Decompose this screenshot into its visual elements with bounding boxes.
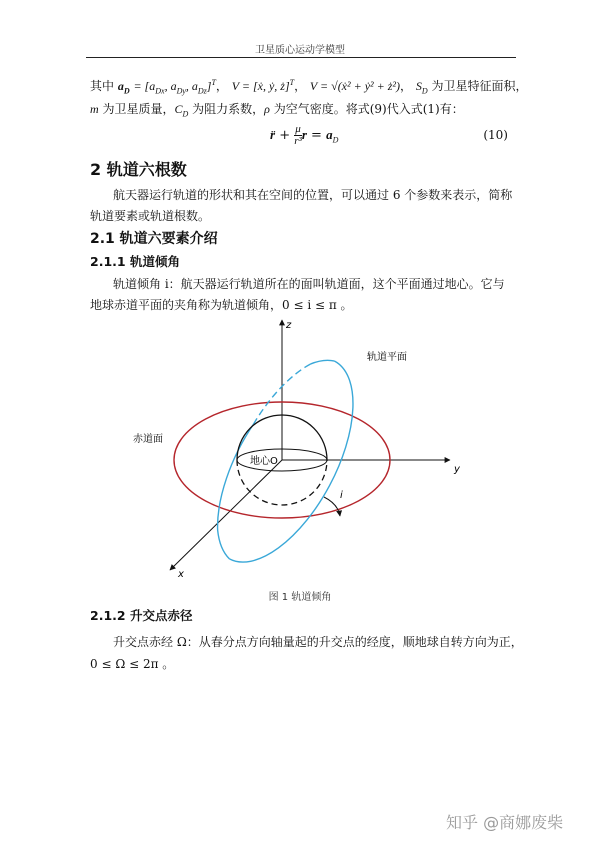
label-equator: 赤道面: [133, 434, 163, 445]
text-prefix: 其中: [90, 79, 115, 93]
label-x: x: [178, 569, 184, 580]
equation-10: r̈ + $\frac{\mu}{\text{r³}}$ $r = a_D$: [270, 123, 339, 147]
math-V-mag: V = √(ẋ² + ẏ² + ż²): [309, 79, 400, 93]
section-2-1-heading: 2.1 轨道六要素介绍: [90, 231, 218, 247]
math-SD: $S_D$: [415, 79, 428, 96]
label-i: i: [340, 490, 343, 501]
watermark: 知乎 @商娜废柴: [446, 813, 564, 832]
math-CD: $C_D$: [174, 102, 189, 119]
section-2-heading: 2 轨道六根数: [90, 160, 187, 179]
section-2-1-2-heading: 2.1.2 升交点赤径: [90, 608, 193, 623]
section-2-1-2-line-1: 升交点赤经 Ω：从春分点方向轴量起的升交点的经度，顺地球自转方向为正，: [113, 635, 523, 649]
figure-orbit-inclination: [0, 312, 600, 582]
label-orbit-plane: 轨道平面: [367, 352, 407, 363]
label-earth-center: 地心O: [250, 456, 278, 467]
label-y: y: [454, 464, 460, 475]
math-aD-def: = [$a_{Dx}$, $a_{Dy}$, $a_{Dz}]^T$: [133, 78, 216, 96]
math-rho: ρ: [264, 102, 270, 116]
section-2-1-1-heading: 2.1.1 轨道倾角: [90, 254, 180, 269]
section-2-para-line-1: 航天器运行轨道的形状和其在空间的位置，可以通过 6 个参数来表示，简称: [113, 188, 513, 202]
figure-caption: 图 1 轨道倾角: [268, 592, 332, 603]
equation-number: (10): [483, 128, 508, 142]
section-2-1-2-line-2: 0 ≤ Ω ≤ 2π 。: [90, 657, 175, 671]
orbit-plane-ellipse: [191, 341, 382, 582]
label-z: z: [286, 320, 292, 331]
running-head: 卫星质心运动学模型: [255, 45, 345, 56]
math-V-vec: V = [ẋ, ẏ, ż]$^T$: [231, 78, 295, 93]
equation-context-line-2: m 为卫星质量，$C_D$ 为阻力系数，ρ 为空气密度。将式(9)代入式(1)有：: [90, 102, 464, 119]
text-sd-desc: 为卫星特征面积，: [431, 79, 528, 93]
math-aD: $a_D$: [117, 79, 130, 96]
equation-context-line-1: 其中 $a_D = [a_{Dx}$, $a_{Dy}$, $a_{Dz}]^T$， V = [ẋ, ẏ, ż]$^T$， V = √(ẋ² + ẏ² + ż²)， $S_D$ 为卫星特征面积，: [90, 78, 528, 96]
math-m: m: [90, 102, 99, 116]
header-rule: [86, 57, 516, 58]
section-2-1-1-line-1: 轨道倾角 i：航天器运行轨道所在的面叫轨道面，这个平面通过地心。它与: [113, 277, 505, 291]
x-axis: [170, 460, 282, 570]
section-2-para-line-2: 轨道要素或轨道根数。: [90, 209, 211, 223]
section-2-1-1-line-2: 地球赤道平面的夹角称为轨道倾角，0 ≤ i ≤ π 。: [90, 298, 353, 312]
